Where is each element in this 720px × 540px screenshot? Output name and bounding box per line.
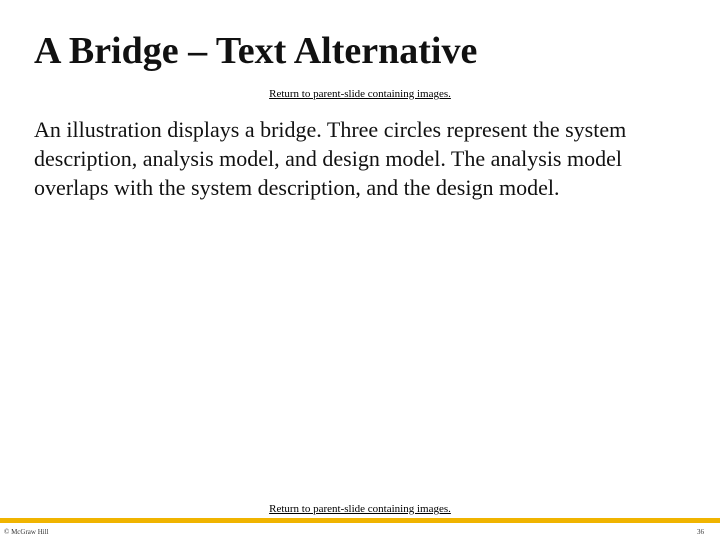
return-to-parent-link-bottom[interactable]: Return to parent-slide containing images. (269, 503, 451, 515)
footer-accent-bar (0, 518, 720, 523)
text-alternative-description: An illustration displays a bridge. Three circles represent the system description, analysis model, and design model. The analysis model overlaps with the system description, and the design model. (34, 117, 627, 200)
return-link-top-container (0, 88, 720, 101)
return-link-bottom-container (0, 503, 720, 516)
page-number: 36 (697, 528, 704, 536)
return-to-parent-link-top[interactable]: Return to parent-slide containing images. (269, 88, 451, 100)
copyright-notice: © McGraw Hill (4, 528, 49, 536)
slide-title: A Bridge – Text Alternative (34, 30, 478, 72)
